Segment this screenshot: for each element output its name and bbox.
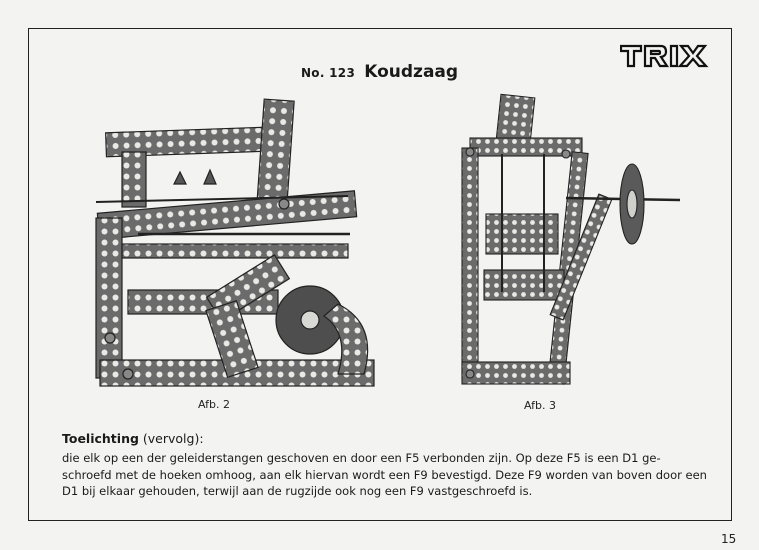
notes-heading-suffix: (vervolg): bbox=[142, 431, 204, 446]
notes-heading-title: Toelichting bbox=[62, 431, 139, 446]
page-number: 15 bbox=[721, 532, 737, 546]
model-title bbox=[0, 62, 759, 82]
model-number: No. 123 bbox=[300, 66, 356, 80]
notes-line: die elk op een der geleiderstangen geschoven en door een F5 verbonden zijn. Op deze F5 is een D1 ge- bbox=[62, 451, 661, 465]
notes-heading bbox=[62, 431, 204, 446]
figure-3-caption: Afb. 3 bbox=[524, 399, 556, 412]
notes-line: schroefd met de hoeken omhoog, aan elk hiervan wordt een F9 bevestigd. Deze F9 worden van boven door een bbox=[62, 467, 707, 482]
figure-2-caption: Afb. 2 bbox=[198, 398, 230, 411]
figure-2-illustration bbox=[88, 94, 380, 392]
notes-line: D1 bij elkaar gehouden, terwijl aan de rugzijde ook nog een F9 vastgeschroefd is. bbox=[62, 484, 533, 498]
model-name: Koudzaag bbox=[364, 62, 459, 82]
notes-body bbox=[62, 450, 712, 500]
figure-3-illustration bbox=[456, 92, 682, 398]
